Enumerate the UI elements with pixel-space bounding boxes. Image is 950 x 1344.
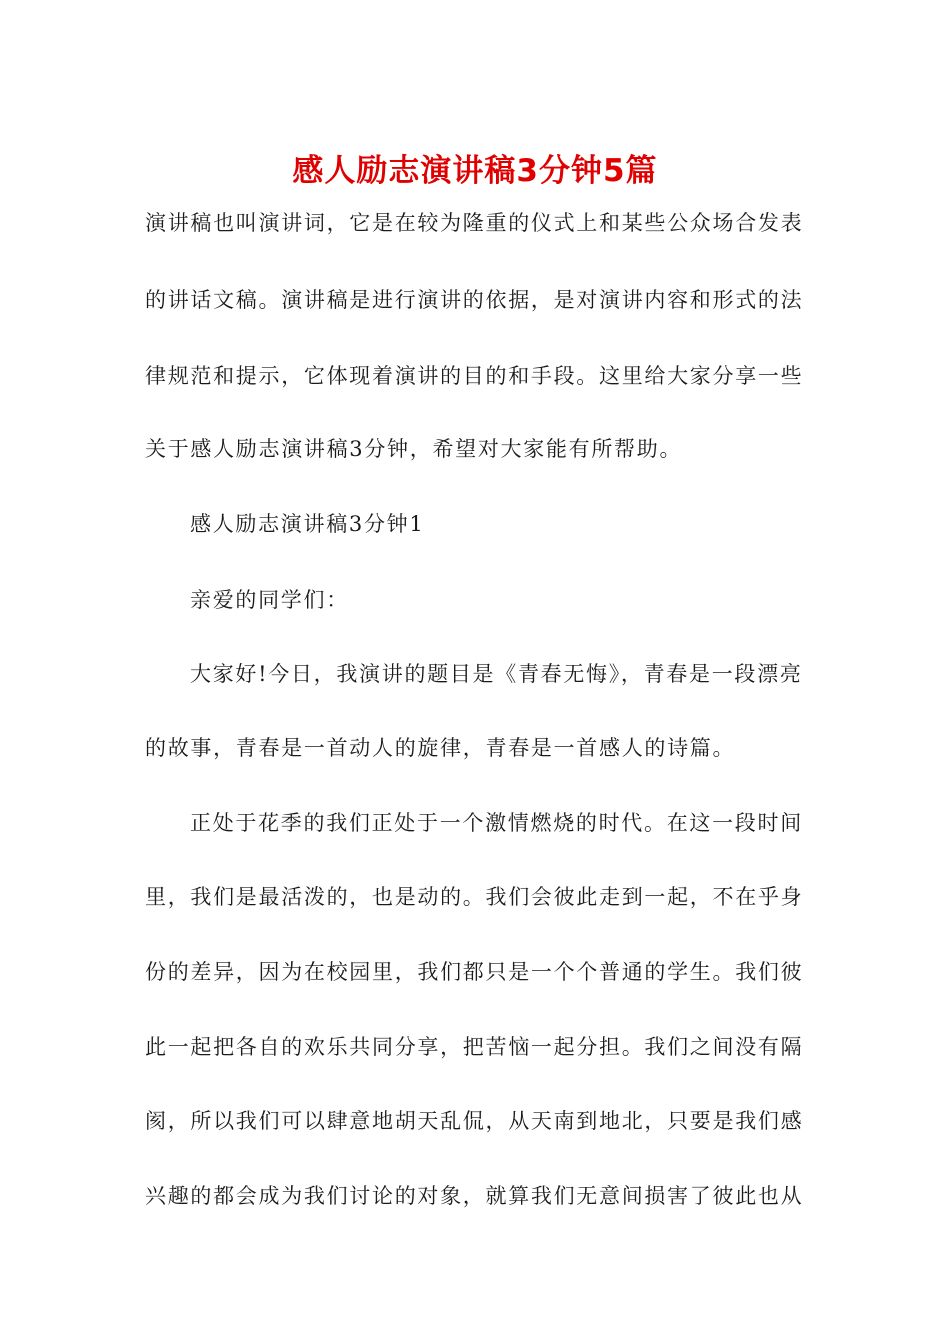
paragraph-line: 演讲稿也叫演讲词，它是在较为隆重的仪式上和某些公众场合发表 xyxy=(145,211,804,235)
paragraph-line: 阂，所以我们可以肆意地胡天乱侃，从天南到地北，只要是我们感 xyxy=(145,1109,804,1133)
document-title: 感人励志演讲稿3分钟5篇 xyxy=(292,153,658,189)
salutation: 亲爱的同学们： xyxy=(190,588,349,612)
paragraph-line: 正处于花季的我们正处于一个激情燃烧的时代。在这一段时间 xyxy=(190,811,803,835)
paragraph-line: 份的差异，因为在校园里，我们都只是一个个普通的学生。我们彼 xyxy=(145,960,804,984)
paragraph-line: 兴趣的都会成为我们讨论的对象，就算我们无意间损害了彼此也从 xyxy=(145,1184,804,1208)
paragraph-line: 关于感人励志演讲稿3分钟，希望对大家能有所帮助。 xyxy=(145,437,683,461)
paragraph-line: 律规范和提示，它体现着演讲的目的和手段。这里给大家分享一些 xyxy=(145,364,804,388)
section-heading: 感人励志演讲稿3分钟1 xyxy=(190,512,425,536)
paragraph-line: 此一起把各自的欢乐共同分享，把苦恼一起分担。我们之间没有隔 xyxy=(145,1035,804,1059)
paragraph-line: 里，我们是最活泼的，也是动的。我们会彼此走到一起，不在乎身 xyxy=(145,885,804,909)
paragraph-line: 的故事，青春是一首动人的旋律，青春是一首感人的诗篇。 xyxy=(145,736,736,760)
paragraph-line: 大家好!今日，我演讲的题目是《青春无悔》，青春是一段漂亮 xyxy=(190,662,803,686)
paragraph-line: 的讲话文稿。演讲稿是进行演讲的依据，是对演讲内容和形式的法 xyxy=(145,288,804,312)
